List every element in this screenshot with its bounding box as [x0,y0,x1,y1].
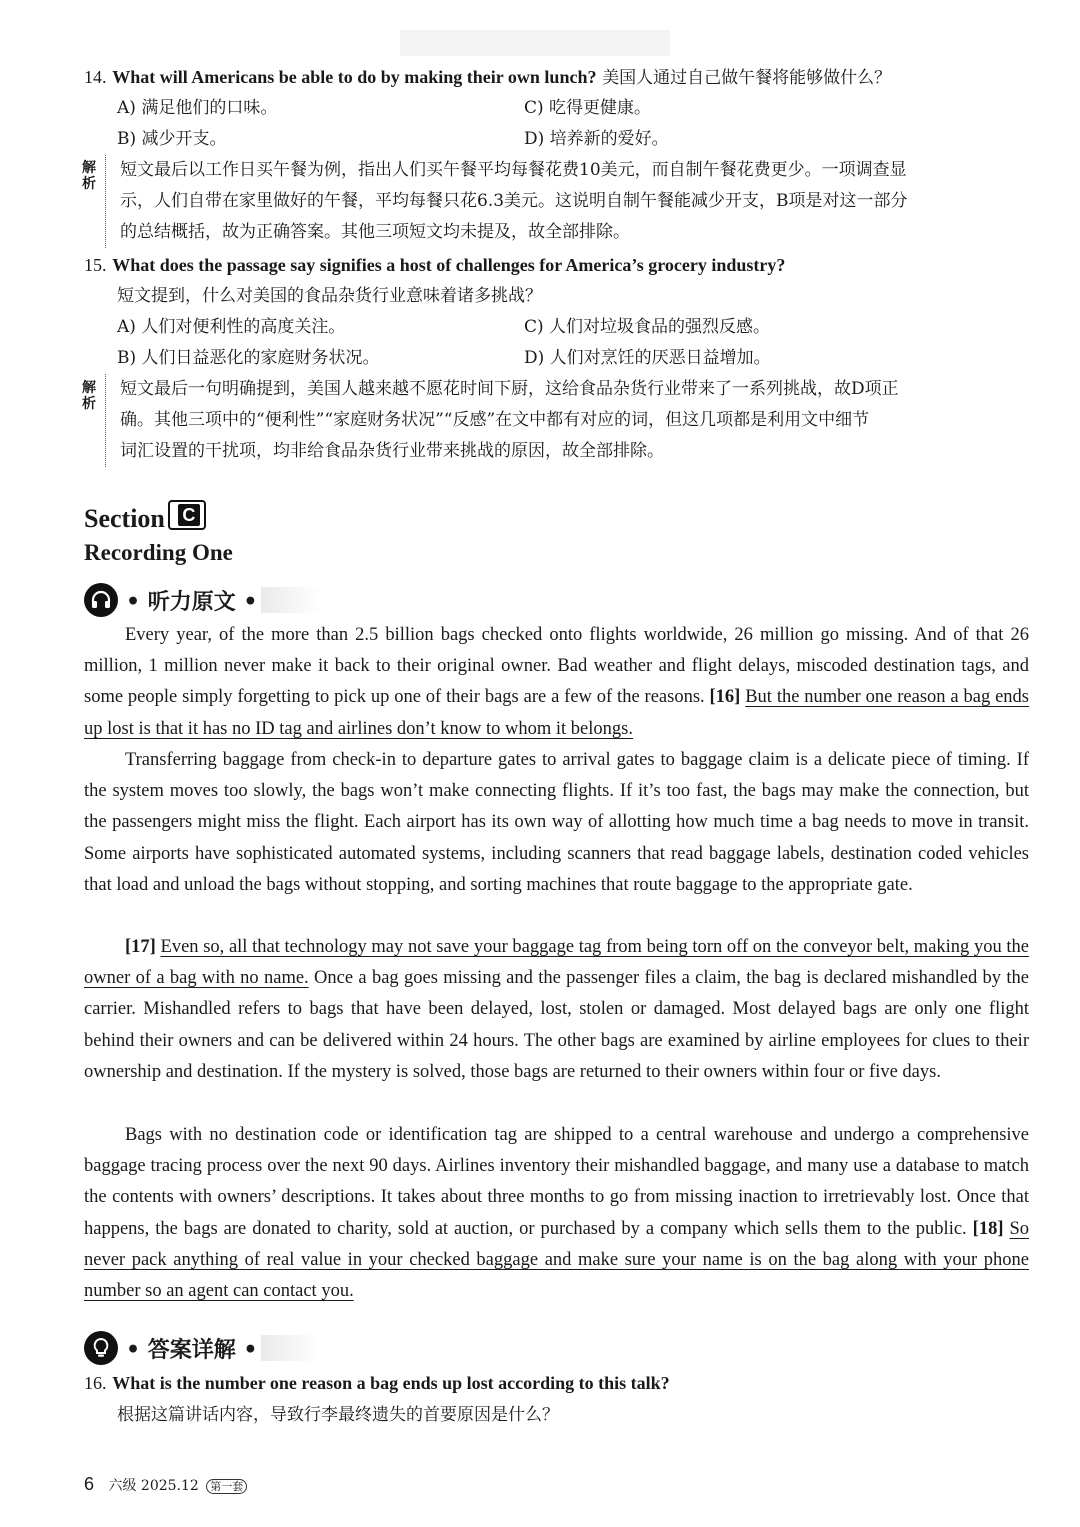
explanation-line: 的总结概括，故为正确答案。其他三项短文均未提及，故全部排除。 [120,222,630,242]
listening-transcript-badge [84,583,321,617]
option-b: B) 人们日益恶化的家庭财务状况。 [117,348,380,368]
passage-paragraph-4: Bags with no destination code or identification tag are shipped to a central warehouse and undergo a comprehensive baggage tracing process over the next 90 days. Airlines inventory their mishandled baggage, and many use a database to match the contents with owners’ descriptions. It takes about three months to go from missing inaction to irretrievably lost. Once that happens, the bags are donated to charity, sold at auction, or purchased by a company which sells them to the public. [18] So never pack anything of real value in your checked baggage and make sure your name is on the bag along with your phone number so an agent can contact you. [84,1125,1030,1302]
option-c: C) 人们对垃圾食品的强烈反感。 [524,317,771,337]
underlined-answer: But the number one reason a bag ends up lost is that it has no ID tag and airlines don’t know to whom it belongs. [84,687,1029,739]
option-c: C) 吃得更健康。 [524,98,652,118]
recording-title: Recording One [84,540,233,565]
question-text-en: What is the number one reason a bag ends up lost according to this talk? [112,1373,670,1393]
explanation-line: 短文最后一句明确提到，美国人越来越不愿花时间下厨，这给食品杂货行业带来了一系列挑战，故D项正 [120,379,899,399]
top-scan-bar [400,30,670,56]
answer-marker: [17] [125,937,156,957]
section-heading: Section C [84,500,206,534]
explanation-body [105,374,1045,467]
option-a: A) 人们对便利性的高度关注。 [117,317,346,337]
question-text-zh: 美国人通过自己做午餐将能够做什么？ [602,68,892,88]
underlined-answer: Even so, all that technology may not save your baggage tag from being torn off on the conveyor belt, making you the owner of a bag with no name. [84,937,1029,989]
answer-marker: [16] [709,687,741,708]
section-letter-box: C [168,500,206,530]
question-number: 14. [84,67,107,87]
question-number: 15. [84,255,107,275]
question-text-en: What does the passage say signifies a host of challenges for America’s grocery industry? [112,255,786,275]
badge-fade [261,587,321,613]
explanation-line: 示，人们自带在家里做好的午餐，平均每餐只花6.3美元。这说明自制午餐能减少开支，B项是对这一部分 [120,191,908,211]
explanation-tag: 解析 [82,380,96,412]
question-16-zh: 根据这篇讲话内容，导致行李最终遗失的首要原因是什么？ [117,1405,559,1425]
explanation-line: 词汇设置的干扰项，均非给食品杂货行业带来挑战的原因，故全部排除。 [120,441,664,461]
set-badge: 第一套 [206,1479,247,1494]
question-text-en: What will Americans be able to do by making their own lunch? [112,67,597,87]
option-a: A) 满足他们的口味。 [117,98,278,118]
answer-explanation-badge [84,1331,321,1365]
explanation-line: 确。其他三项中的“便利性”“家庭财务状况”“反感”在文中都有对应的词，但这几项都是利用文中细节 [120,410,870,430]
footer-title: 六级 2025.12 [108,1478,199,1494]
underlined-answer: So never pack anything of real value in your checked baggage and make sure your name is on the bag along with your phone number so an agent can contact you. [84,1218,1030,1302]
explanation-tag: 解析 [82,160,96,192]
badge-label: • 听力原文 • [126,588,258,615]
badge-label: • 答案详解 • [126,1336,258,1363]
question-15 [84,250,785,281]
passage-paragraph-1: Every year, of the more than 2.5 billion bags checked onto flights worldwide, 26 million go missing. And of that 26 million, 1 million never make it back to their original owner. Bad weather and flight delays, miscoded destination tags, and some people simply forgetting to pick up one of their bags are a few of the reasons. [16] But the number one reason a bag ends up lost is that it has no ID tag and airlines don’t know to whom it belongs. [84,625,1029,739]
option-d: D) 人们对烹饪的厌恶日益增加。 [524,348,771,368]
explanation-line: 短文最后以工作日买午餐为例，指出人们买午餐平均每餐花费10美元，而自制午餐花费更少。一项调查显 [120,160,907,180]
page-footer [84,1474,247,1495]
question-16 [84,1368,670,1399]
option-d: D) 培养新的爱好。 [524,129,669,149]
page-number: 6 [84,1474,95,1494]
lightbulb-icon [84,1331,118,1365]
passage-paragraph-2: Transferring baggage from check-in to departure gates to arrival gates to baggage claim is a delicate piece of timing. If the system moves too slowly, the bags won’t make connecting flights. If it’s too fast, the bags may make the connection, but the passengers might miss the flight. Each airport has its own way of allotting how much time a bag needs to move in transit. Some airports have sophisticated automated systems, including scanners that read baggage labels, destination coded vehicles that load and unload the bags without stopping, and sorting machines that route baggage to the appropriate gate. [84,750,1029,895]
answer-marker: [18] [972,1218,1004,1239]
question-14 [84,62,891,93]
passage-paragraph-3: [17] Even so, all that technology may not save your baggage tag from being torn off on the conveyor belt, making you the owner of a bag with no name. Once a bag goes missing and the passenger files a claim, the bag is declared mishandled by the carrier. Mishandled refers to bags that have been delayed, lost, stolen or damaged. Most delayed bags are only one flight behind their owners and can be delivered within 24 hours. The other bags are examined by airline employees for clues to their ownership and destination. If the mystery is solved, those bags are returned to their owners within four or five days. [84,937,1029,1082]
question-number: 16. [84,1373,107,1393]
option-b: B) 减少开支。 [117,129,227,149]
question-15-zh: 短文提到，什么对美国的食品杂货行业意味着诸多挑战？ [117,286,542,306]
headphones-icon [84,583,118,617]
explanation-body [105,155,1045,248]
badge-fade [261,1335,321,1361]
